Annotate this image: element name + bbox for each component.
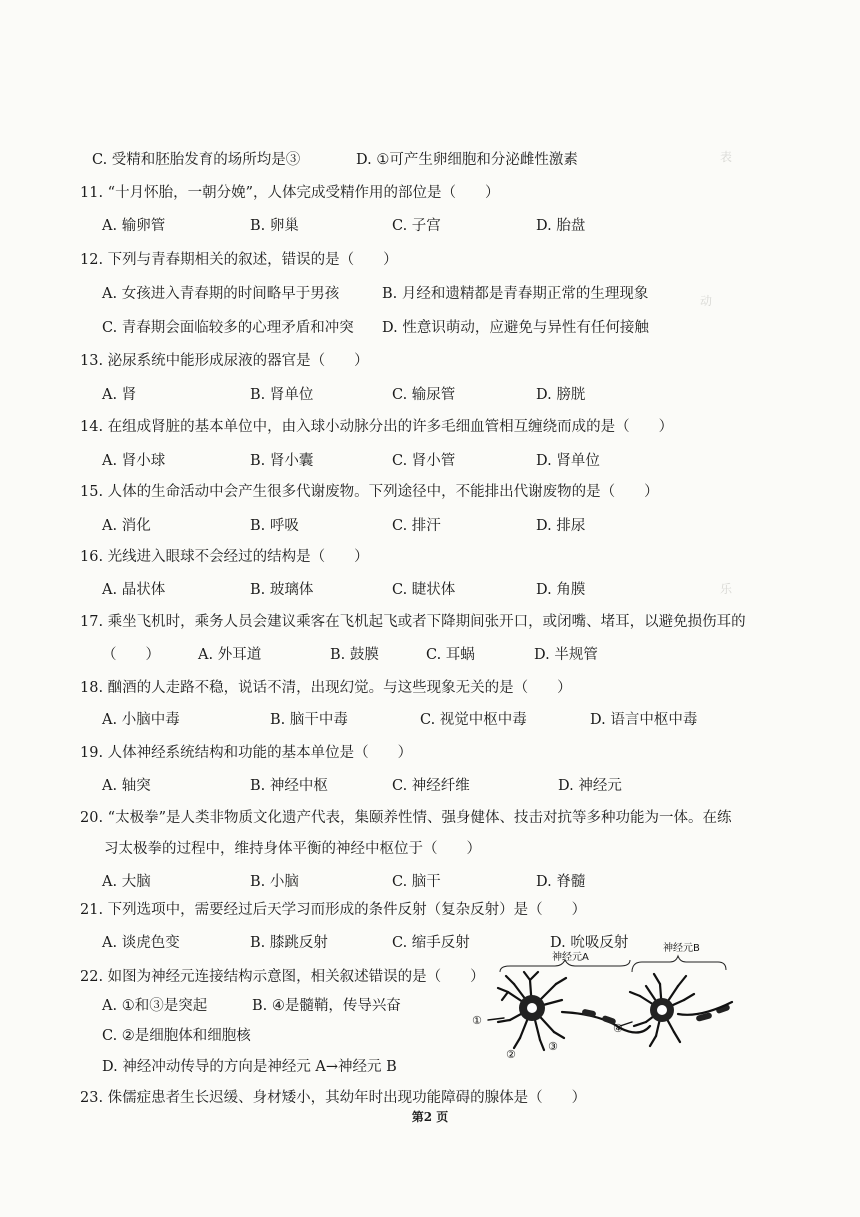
option-a: A. ①和③是突起	[102, 998, 208, 1014]
option-d: D. 神经元	[558, 778, 622, 794]
option-a: A. 大脑	[102, 874, 151, 890]
bleed-through-text: 动	[700, 294, 713, 308]
question-20: 20. “太极拳”是人类非物质文化遗产代表，集颐养性情、强身健体、技击对抗等多种功能为一体。在练	[80, 810, 732, 826]
label-neuron-b: 神经元B	[663, 943, 700, 954]
option-d: D. 肾单位	[536, 453, 600, 469]
marker-1: ①	[472, 1014, 482, 1027]
question-22: 22. 如图为神经元连接结构示意图，相关叙述错误的是（ ）	[80, 969, 485, 985]
question-15: 15. 人体的生命活动中会产生很多代谢废物。下列途径中，不能排出代谢废物的是（ ）	[80, 484, 659, 500]
question-20-cont: 习太极拳的过程中，维持身体平衡的神经中枢位于（ ）	[104, 841, 481, 857]
option-d: D. 半规管	[534, 647, 598, 663]
option-c: C. 神经纤维	[392, 778, 470, 794]
option-b: B. 月经和遗精都是青春期正常的生理现象	[382, 286, 649, 302]
marker-4: ④	[613, 1022, 623, 1035]
option-d: D. 吮吸反射	[550, 935, 629, 951]
option-d: D. 排尿	[536, 518, 586, 534]
question-11: 11. “十月怀胎，一朝分娩”，人体完成受精作用的部位是（ ）	[80, 185, 500, 201]
label-neuron-a: 神经元A	[552, 952, 589, 963]
option-d: D. ①可产生卵细胞和分泌雌性激素	[356, 152, 578, 168]
option-d: D. 脊髓	[536, 874, 586, 890]
option-b: B. 脑干中毒	[270, 712, 348, 728]
option-c: C. 缩手反射	[392, 935, 470, 951]
option-c: C. 青春期会面临较多的心理矛盾和冲突	[102, 320, 354, 336]
option-d: D. 角膜	[536, 582, 586, 598]
option-a: A. 肾	[102, 387, 137, 403]
question-14: 14. 在组成肾脏的基本单位中，由入球小动脉分出的许多毛细血管相互缠绕而成的是（ ）	[80, 419, 674, 435]
option-d: D. 神经冲动传导的方向是神经元 A→神经元 B	[102, 1059, 397, 1075]
neuron-a-shape	[488, 972, 650, 1050]
question-19: 19. 人体神经系统结构和功能的基本单位是（ ）	[80, 745, 413, 761]
option-c: C. 肾小管	[392, 453, 456, 469]
question-12: 12. 下列与青春期相关的叙述，错误的是（ ）	[80, 252, 398, 268]
option-b: B. 呼吸	[250, 518, 299, 534]
marker-2: ②	[506, 1048, 516, 1061]
option-b: B. 鼓膜	[330, 647, 379, 663]
page-number: 第2 页	[411, 1110, 449, 1124]
option-a: A. 晶状体	[102, 582, 166, 598]
answer-paren: （ ）	[102, 647, 160, 663]
option-a: A. 输卵管	[102, 218, 166, 234]
question-13: 13. 泌尿系统中能形成尿液的器官是（ ）	[80, 353, 369, 369]
option-c: C. ②是细胞体和细胞核	[102, 1028, 251, 1044]
option-a: A. 外耳道	[198, 647, 262, 663]
option-a: A. 女孩进入青春期的时间略早于男孩	[102, 286, 340, 302]
option-a: A. 谈虎色变	[102, 935, 180, 951]
option-a: A. 轴突	[102, 778, 151, 794]
option-a: A. 肾小球	[102, 453, 166, 469]
option-c: C. 受精和胚胎发育的场所均是③	[92, 152, 301, 168]
option-c: C. 视觉中枢中毒	[420, 712, 527, 728]
option-c: C. 排汗	[392, 518, 441, 534]
option-b: B. 玻璃体	[250, 582, 314, 598]
option-b: B. 肾单位	[250, 387, 314, 403]
option-c: C. 子宫	[392, 218, 441, 234]
option-d: D. 胎盘	[536, 218, 586, 234]
neuron-b-nucleus	[657, 1005, 667, 1015]
question-17: 17. 乘坐飞机时，乘务人员会建议乘客在飞机起飞或者下降期间张开口，或闭嘴、堵耳，以避免损伤耳的	[80, 614, 746, 630]
option-a: A. 小脑中毒	[102, 712, 180, 728]
bleed-through-text: 表	[720, 150, 733, 164]
option-c: C. 脑干	[392, 874, 441, 890]
bleed-through-text: 乐	[720, 582, 733, 596]
option-c: C. 输尿管	[392, 387, 456, 403]
option-c: C. 耳蜗	[426, 647, 475, 663]
question-18: 18. 酗酒的人走路不稳，说话不清，出现幻觉。与这些现象无关的是（ ）	[80, 680, 572, 696]
neuron-diagram	[470, 940, 740, 1070]
option-d: D. 膀胱	[536, 387, 586, 403]
option-b: B. 小脑	[250, 874, 299, 890]
neuron-b-shape	[620, 974, 732, 1046]
option-d: D. 性意识萌动，应避免与异性有任何接触	[382, 320, 649, 336]
neuron-b-bracket	[632, 956, 726, 972]
option-b: B. ④是髓鞘，传导兴奋	[252, 998, 401, 1014]
question-16: 16. 光线进入眼球不会经过的结构是（ ）	[80, 549, 369, 565]
option-c: C. 睫状体	[392, 582, 456, 598]
option-d: D. 语言中枢中毒	[590, 712, 698, 728]
marker-3: ③	[548, 1040, 558, 1053]
option-b: B. 膝跳反射	[250, 935, 328, 951]
neuron-a-nucleus	[527, 1003, 537, 1013]
option-b: B. 卵巢	[250, 218, 299, 234]
question-21: 21. 下列选项中，需要经过后天学习而形成的条件反射（复杂反射）是（ ）	[80, 902, 587, 918]
option-b: B. 神经中枢	[250, 778, 328, 794]
option-b: B. 肾小囊	[250, 453, 314, 469]
option-a: A. 消化	[102, 518, 151, 534]
question-23: 23. 侏儒症患者生长迟缓、身材矮小，其幼年时出现功能障碍的腺体是（ ）	[80, 1090, 587, 1106]
